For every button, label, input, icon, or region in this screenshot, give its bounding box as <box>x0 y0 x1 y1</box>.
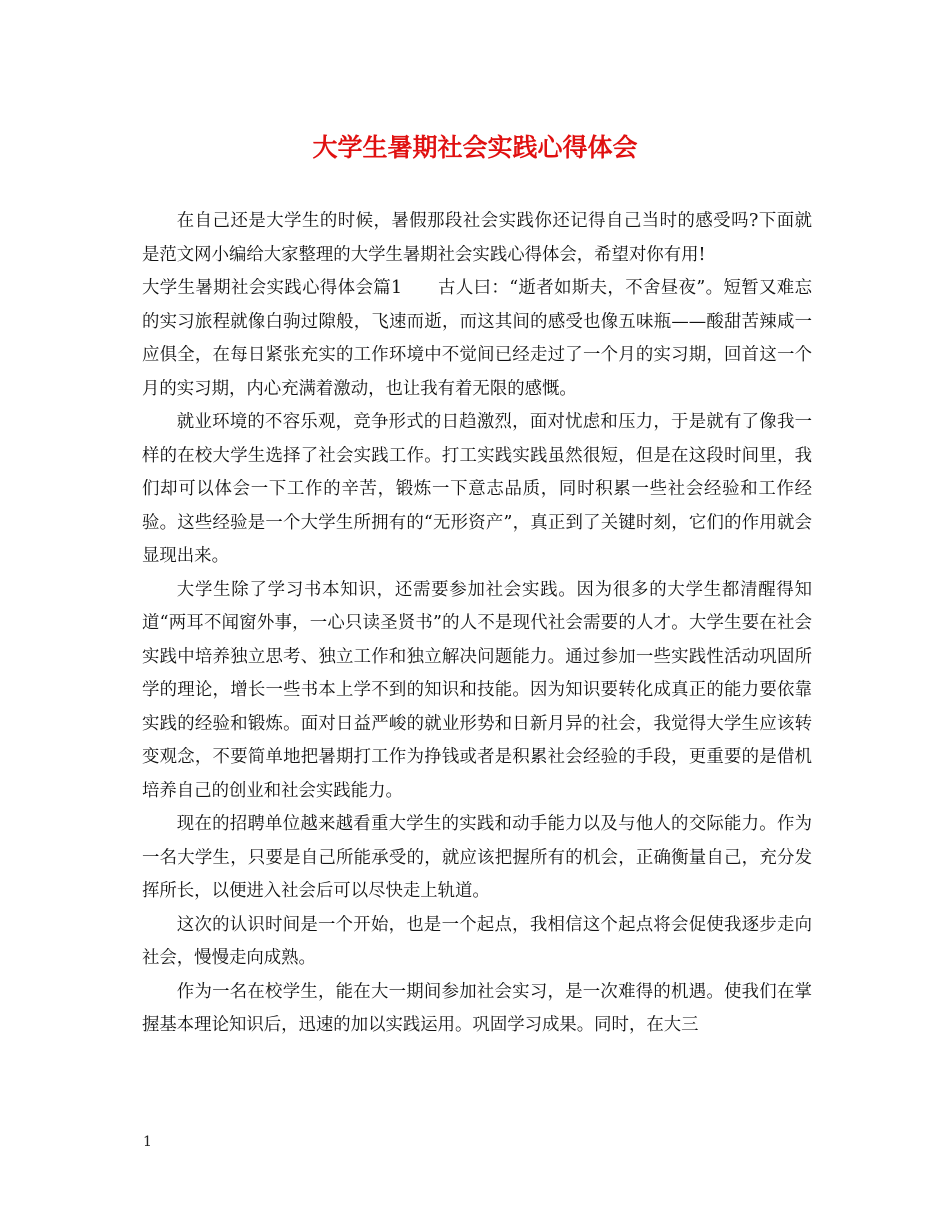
paragraph-section-1: 大学生暑期社会实践心得体会篇1 古人曰：“逝者如斯夫，不舍昼夜”。短暂又难忘的实习旅程就像白驹过隙般，飞速而逝，而这其间的感受也像五味瓶——酸甜苦辣咸一应俱全，在每日紧张充实的工作环境中不觉间已经走过了一个月的实习期，回首这一个月的实习期，内心充满着激动，也让我有着无限的感慨。 <box>142 278 812 399</box>
paragraph-opportunity: 作为一名在校学生，能在大一期间参加社会实习，是一次难得的机遇。使我们在掌握基本理论知识后，迅速的加以实践运用。巩固学习成果。同时，在大三 <box>142 981 812 1035</box>
paragraph-beginning: 这次的认识时间是一个开始，也是一个起点，我相信这个起点将会促使我逐步走向社会，慢慢走向成熟。 <box>142 914 812 968</box>
paragraph-recruitment: 现在的招聘单位越来越看重大学生的实践和动手能力以及与他人的交际能力。作为一名大学生，只要是自己所能承受的，就应该把握所有的机会，正确衡量自己，充分发挥所长，以便进入社会后可以尽快走上轨道。 <box>142 814 812 901</box>
page-title: 大学生暑期社会实践心得体会 <box>312 133 638 162</box>
paragraph-employment: 就业环境的不容乐观，竞争形式的日趋激烈，面对忧虑和压力，于是就有了像我一样的在校大学生选择了社会实践工作。打工实践实践虽然很短，但是在这段时间里，我们却可以体会一下工作的辛苦，锻炼一下意志品质，同时积累一些社会经验和工作经验。这些经验是一个大学生所拥有的“无形资产”，真正到了关键时刻，它们的作用就会显现出来。 <box>142 412 812 566</box>
paragraph-intro: 在自己还是大学生的时候，暑假那段社会实践你还记得自己当时的感受吗?下面就是范文网小编给大家整理的大学生暑期社会实践心得体会，希望对你有用! <box>142 211 812 265</box>
article-body <box>142 205 812 1043</box>
paragraph-practice: 大学生除了学习书本知识，还需要参加社会实践。因为很多的大学生都清醒得知道“两耳不闻窗外事，一心只读圣贤书”的人不是现代社会需要的人才。大学生要在社会实践中培养独立思考、独立工作和独立解决问题能力。通过参加一些实践性活动巩固所学的理论，增长一些书本上学不到的知识和技能。因为知识要转化成真正的能力要依靠实践的经验和锻炼。面对日益严峻的就业形势和日新月异的社会，我觉得大学生应该转变观念，不要简单地把暑期打工作为挣钱或者是积累社会经验的手段，更重要的是借机培养自己的创业和社会实践能力。 <box>142 579 812 801</box>
page-number: 1 <box>143 1134 152 1150</box>
